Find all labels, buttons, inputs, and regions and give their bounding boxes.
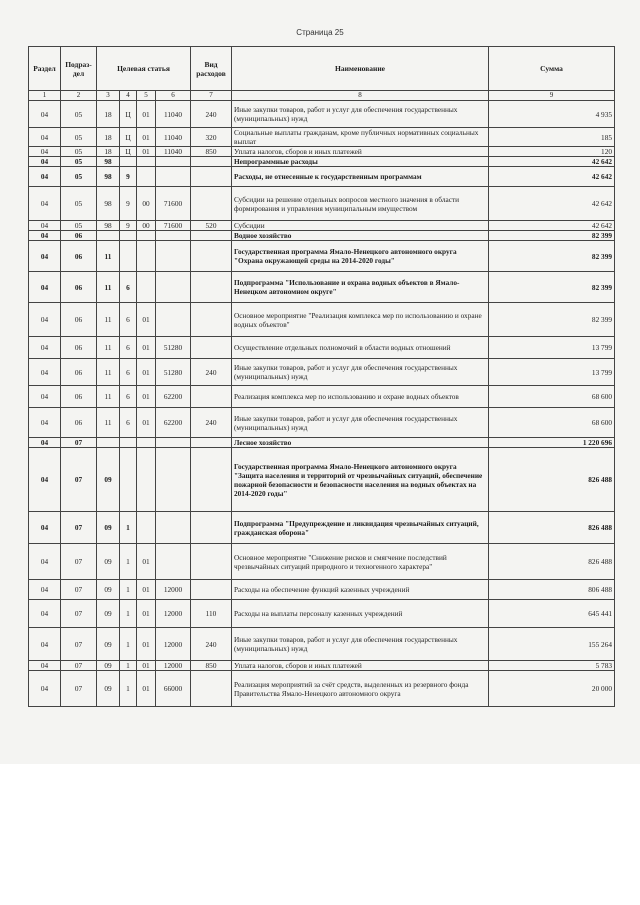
name-cell: Государственная программа Ямало-Ненецкого автономного округа "Охрана окружающей среды на 2014-2020 годы": [232, 241, 489, 272]
direction-cell: [156, 157, 191, 167]
sum-cell: 82 399: [489, 241, 615, 272]
name-cell: Субсидии: [232, 221, 489, 231]
podrazdel-cell: 05: [61, 187, 97, 221]
program-cell: 98: [97, 187, 120, 221]
sum-cell: 82 399: [489, 231, 615, 241]
sum-cell: 42 642: [489, 157, 615, 167]
name-cell: Водное хозяйство: [232, 231, 489, 241]
page-label: Страница 25: [296, 28, 344, 37]
event-cell: 01: [137, 671, 156, 707]
vid-cell: 850: [191, 147, 232, 157]
sum-cell: 155 264: [489, 628, 615, 661]
program-cell: [97, 438, 120, 448]
event-cell: 00: [137, 221, 156, 231]
subprogram-cell: 6: [120, 359, 137, 386]
vid-cell: [191, 386, 232, 408]
sum-cell: 82 399: [489, 272, 615, 303]
subprogram-cell: 6: [120, 337, 137, 359]
subprogram-cell: [120, 438, 137, 448]
name-cell: Осуществление отдельных полномочий в области водных отношений: [232, 337, 489, 359]
program-cell: 98: [97, 221, 120, 231]
subprogram-cell: [120, 448, 137, 512]
razdel-cell: 04: [29, 221, 61, 231]
subprogram-cell: 6: [120, 408, 137, 438]
subprogram-cell: 1: [120, 661, 137, 671]
name-cell: Уплата налогов, сборов и иных платежей: [232, 147, 489, 157]
razdel-cell: 04: [29, 101, 61, 128]
vid-cell: [191, 671, 232, 707]
direction-cell: 12000: [156, 628, 191, 661]
razdel-cell: 04: [29, 231, 61, 241]
vid-cell: [191, 512, 232, 544]
vid-cell: [191, 438, 232, 448]
vid-cell: [191, 157, 232, 167]
program-cell: 09: [97, 600, 120, 628]
table-row: [29, 359, 615, 386]
event-cell: 01: [137, 386, 156, 408]
program-cell: 11: [97, 386, 120, 408]
subprogram-cell: 1: [120, 600, 137, 628]
podrazdel-cell: 06: [61, 241, 97, 272]
direction-cell: 71600: [156, 221, 191, 231]
podrazdel-cell: 07: [61, 448, 97, 512]
name-cell: Иные закупки товаров, работ и услуг для обеспечения государственных (муниципальных) нужд: [232, 408, 489, 438]
razdel-cell: 04: [29, 628, 61, 661]
column-number: 9: [489, 91, 615, 101]
name-cell: Государственная программа Ямало-Ненецкого автономного округа "Защита населения и территорий от чрезвычайных ситуаций, обеспечение пожарной безопасности и безопасности населения на водных объектах на 2014-2020 годы": [232, 448, 489, 512]
event-cell: 01: [137, 408, 156, 438]
table-row: [29, 448, 615, 512]
direction-cell: [156, 448, 191, 512]
vid-cell: [191, 580, 232, 600]
event-cell: [137, 157, 156, 167]
sum-cell: 82 399: [489, 303, 615, 337]
name-cell: Непрограммные расходы: [232, 157, 489, 167]
podrazdel-cell: 06: [61, 231, 97, 241]
subprogram-cell: 6: [120, 386, 137, 408]
event-cell: [137, 272, 156, 303]
name-cell: Подпрограмма "Использование и охрана водных объектов в Ямало-Ненецком автономном округе": [232, 272, 489, 303]
direction-cell: [156, 272, 191, 303]
event-cell: 01: [137, 661, 156, 671]
sum-cell: 68 600: [489, 408, 615, 438]
razdel-cell: 04: [29, 408, 61, 438]
program-cell: 11: [97, 241, 120, 272]
program-cell: 11: [97, 272, 120, 303]
table-row: [29, 661, 615, 671]
table-row: [29, 580, 615, 600]
column-number: 6: [156, 91, 191, 101]
table-row: [29, 231, 615, 241]
table-row: [29, 544, 615, 580]
header-podrazdel: Подраз-дел: [61, 47, 97, 91]
podrazdel-cell: 05: [61, 101, 97, 128]
event-cell: 01: [137, 147, 156, 157]
name-cell: Основное мероприятие "Реализация комплекса мер по использованию и охране водных объектов": [232, 303, 489, 337]
table-row: [29, 386, 615, 408]
table-row: [29, 671, 615, 707]
table-row: [29, 272, 615, 303]
budget-table: [28, 46, 615, 707]
program-cell: 18: [97, 128, 120, 147]
podrazdel-cell: 07: [61, 512, 97, 544]
subprogram-cell: 9: [120, 187, 137, 221]
table-row: [29, 101, 615, 128]
program-cell: 98: [97, 157, 120, 167]
column-number: 3: [97, 91, 120, 101]
razdel-cell: 04: [29, 167, 61, 187]
program-cell: 09: [97, 512, 120, 544]
vid-cell: 320: [191, 128, 232, 147]
program-cell: 11: [97, 408, 120, 438]
podrazdel-cell: 06: [61, 303, 97, 337]
program-cell: [97, 231, 120, 241]
sum-cell: 806 488: [489, 580, 615, 600]
podrazdel-cell: 05: [61, 147, 97, 157]
razdel-cell: 04: [29, 580, 61, 600]
name-cell: Расходы, не отнесенные к государственным программам: [232, 167, 489, 187]
column-number: 5: [137, 91, 156, 101]
podrazdel-cell: 05: [61, 157, 97, 167]
podrazdel-cell: 06: [61, 408, 97, 438]
vid-cell: [191, 231, 232, 241]
vid-cell: 240: [191, 359, 232, 386]
table-row: [29, 438, 615, 448]
table-row: [29, 337, 615, 359]
subprogram-cell: Ц: [120, 128, 137, 147]
vid-cell: [191, 187, 232, 221]
podrazdel-cell: 07: [61, 600, 97, 628]
podrazdel-cell: 06: [61, 272, 97, 303]
event-cell: 01: [137, 580, 156, 600]
razdel-cell: 04: [29, 147, 61, 157]
event-cell: 01: [137, 303, 156, 337]
vid-cell: 240: [191, 101, 232, 128]
podrazdel-cell: 05: [61, 221, 97, 231]
sum-cell: 120: [489, 147, 615, 157]
column-number: 4: [120, 91, 137, 101]
table-row: [29, 408, 615, 438]
direction-cell: 12000: [156, 600, 191, 628]
vid-cell: [191, 544, 232, 580]
razdel-cell: 04: [29, 128, 61, 147]
program-cell: 18: [97, 147, 120, 157]
table-row: [29, 128, 615, 147]
vid-cell: [191, 241, 232, 272]
razdel-cell: 04: [29, 337, 61, 359]
name-cell: Лесное хозяйство: [232, 438, 489, 448]
sum-cell: 1 220 696: [489, 438, 615, 448]
program-cell: 11: [97, 303, 120, 337]
podrazdel-cell: 05: [61, 128, 97, 147]
direction-cell: 12000: [156, 580, 191, 600]
vid-cell: [191, 337, 232, 359]
sum-cell: 826 488: [489, 448, 615, 512]
direction-cell: 51280: [156, 337, 191, 359]
direction-cell: 62200: [156, 408, 191, 438]
sum-cell: 185: [489, 128, 615, 147]
event-cell: 01: [137, 359, 156, 386]
vid-cell: [191, 303, 232, 337]
vid-cell: 240: [191, 408, 232, 438]
event-cell: [137, 438, 156, 448]
podrazdel-cell: 07: [61, 438, 97, 448]
program-cell: 09: [97, 661, 120, 671]
vid-cell: 240: [191, 628, 232, 661]
header-vid: Вид расходов: [191, 47, 232, 91]
program-cell: 18: [97, 101, 120, 128]
event-cell: [137, 231, 156, 241]
direction-cell: 11040: [156, 128, 191, 147]
program-cell: 09: [97, 628, 120, 661]
podrazdel-cell: 07: [61, 544, 97, 580]
event-cell: 00: [137, 187, 156, 221]
vid-cell: [191, 448, 232, 512]
program-cell: 11: [97, 337, 120, 359]
column-number: 1: [29, 91, 61, 101]
vid-cell: 850: [191, 661, 232, 671]
table-row: [29, 147, 615, 157]
table-body: [29, 101, 615, 707]
table-row: [29, 167, 615, 187]
name-cell: Уплата налогов, сборов и иных платежей: [232, 661, 489, 671]
blank-area: [0, 764, 640, 905]
direction-cell: [156, 231, 191, 241]
name-cell: Расходы на обеспечение функций казенных учреждений: [232, 580, 489, 600]
direction-cell: 11040: [156, 101, 191, 128]
name-cell: Социальные выплаты гражданам, кроме публичных нормативных социальных выплат: [232, 128, 489, 147]
sum-cell: 826 488: [489, 544, 615, 580]
event-cell: 01: [137, 600, 156, 628]
table-row: [29, 221, 615, 231]
subprogram-cell: 6: [120, 303, 137, 337]
event-cell: 01: [137, 544, 156, 580]
event-cell: 01: [137, 628, 156, 661]
event-cell: [137, 448, 156, 512]
direction-cell: [156, 512, 191, 544]
name-cell: Иные закупки товаров, работ и услуг для обеспечения государственных (муниципальных) нужд: [232, 101, 489, 128]
razdel-cell: 04: [29, 187, 61, 221]
razdel-cell: 04: [29, 272, 61, 303]
direction-cell: 11040: [156, 147, 191, 157]
direction-cell: 12000: [156, 661, 191, 671]
program-cell: 09: [97, 448, 120, 512]
razdel-cell: 04: [29, 512, 61, 544]
header-row: [29, 47, 615, 91]
vid-cell: 110: [191, 600, 232, 628]
direction-cell: 71600: [156, 187, 191, 221]
table-row: [29, 157, 615, 167]
sum-cell: 5 783: [489, 661, 615, 671]
subprogram-cell: 9: [120, 221, 137, 231]
table-row: [29, 187, 615, 221]
podrazdel-cell: 06: [61, 359, 97, 386]
header-name: Наименование: [232, 47, 489, 91]
podrazdel-cell: 07: [61, 628, 97, 661]
vid-cell: 520: [191, 221, 232, 231]
header-razdel: Раздел: [29, 47, 61, 91]
program-cell: 98: [97, 167, 120, 187]
sum-cell: 20 000: [489, 671, 615, 707]
event-cell: [137, 512, 156, 544]
column-number-row: [29, 91, 615, 101]
table-row: [29, 241, 615, 272]
event-cell: 01: [137, 101, 156, 128]
podrazdel-cell: 05: [61, 167, 97, 187]
podrazdel-cell: 06: [61, 386, 97, 408]
razdel-cell: 04: [29, 671, 61, 707]
podrazdel-cell: 07: [61, 661, 97, 671]
vid-cell: [191, 167, 232, 187]
razdel-cell: 04: [29, 241, 61, 272]
subprogram-cell: 1: [120, 671, 137, 707]
direction-cell: [156, 167, 191, 187]
subprogram-cell: 1: [120, 544, 137, 580]
razdel-cell: 04: [29, 661, 61, 671]
razdel-cell: 04: [29, 303, 61, 337]
name-cell: Основное мероприятие "Снижение рисков и смягчение последствий чрезвычайных ситуаций природного и техногенного характера": [232, 544, 489, 580]
direction-cell: [156, 438, 191, 448]
subprogram-cell: Ц: [120, 101, 137, 128]
header-celevaya: Целевая статья: [97, 47, 191, 91]
sum-cell: 13 799: [489, 359, 615, 386]
podrazdel-cell: 06: [61, 337, 97, 359]
name-cell: Подпрограмма "Предупреждение и ликвидация чрезвычайных ситуаций, гражданская оборона": [232, 512, 489, 544]
subprogram-cell: [120, 241, 137, 272]
sum-cell: 645 441: [489, 600, 615, 628]
razdel-cell: 04: [29, 386, 61, 408]
podrazdel-cell: 07: [61, 580, 97, 600]
subprogram-cell: [120, 231, 137, 241]
program-cell: 11: [97, 359, 120, 386]
table-row: [29, 600, 615, 628]
event-cell: 01: [137, 337, 156, 359]
subprogram-cell: 1: [120, 628, 137, 661]
name-cell: Субсидии на решение отдельных вопросов местного значения в области формирования и управления муниципальным имуществом: [232, 187, 489, 221]
table-row: [29, 628, 615, 661]
column-number: 8: [232, 91, 489, 101]
subprogram-cell: 9: [120, 167, 137, 187]
table-row: [29, 512, 615, 544]
razdel-cell: 04: [29, 157, 61, 167]
name-cell: Иные закупки товаров, работ и услуг для обеспечения государственных (муниципальных) нужд: [232, 628, 489, 661]
program-cell: 09: [97, 544, 120, 580]
razdel-cell: 04: [29, 438, 61, 448]
program-cell: 09: [97, 671, 120, 707]
header-sum: Сумма: [489, 47, 615, 91]
direction-cell: [156, 241, 191, 272]
sum-cell: 42 642: [489, 167, 615, 187]
direction-cell: [156, 544, 191, 580]
sum-cell: 42 642: [489, 187, 615, 221]
podrazdel-cell: 07: [61, 671, 97, 707]
event-cell: [137, 241, 156, 272]
sum-cell: 42 642: [489, 221, 615, 231]
razdel-cell: 04: [29, 600, 61, 628]
direction-cell: 66000: [156, 671, 191, 707]
sum-cell: 826 488: [489, 512, 615, 544]
table-row: [29, 303, 615, 337]
sum-cell: 68 600: [489, 386, 615, 408]
program-cell: 09: [97, 580, 120, 600]
name-cell: Реализация комплекса мер по использованию и охране водных объектов: [232, 386, 489, 408]
razdel-cell: 04: [29, 544, 61, 580]
subprogram-cell: [120, 157, 137, 167]
sum-cell: 13 799: [489, 337, 615, 359]
razdel-cell: 04: [29, 448, 61, 512]
sum-cell: 4 935: [489, 101, 615, 128]
direction-cell: [156, 303, 191, 337]
event-cell: 01: [137, 128, 156, 147]
subprogram-cell: 1: [120, 580, 137, 600]
vid-cell: [191, 272, 232, 303]
column-number: 2: [61, 91, 97, 101]
subprogram-cell: 6: [120, 272, 137, 303]
name-cell: Расходы на выплаты персоналу казенных учреждений: [232, 600, 489, 628]
name-cell: Иные закупки товаров, работ и услуг для обеспечения государственных (муниципальных) нужд: [232, 359, 489, 386]
subprogram-cell: 1: [120, 512, 137, 544]
column-number: 7: [191, 91, 232, 101]
subprogram-cell: Ц: [120, 147, 137, 157]
direction-cell: 62200: [156, 386, 191, 408]
name-cell: Реализация мероприятий за счёт средств, выделенных из резервного фонда Правительства Ямало-Ненецкого автономного округа: [232, 671, 489, 707]
razdel-cell: 04: [29, 359, 61, 386]
direction-cell: 51280: [156, 359, 191, 386]
event-cell: [137, 167, 156, 187]
